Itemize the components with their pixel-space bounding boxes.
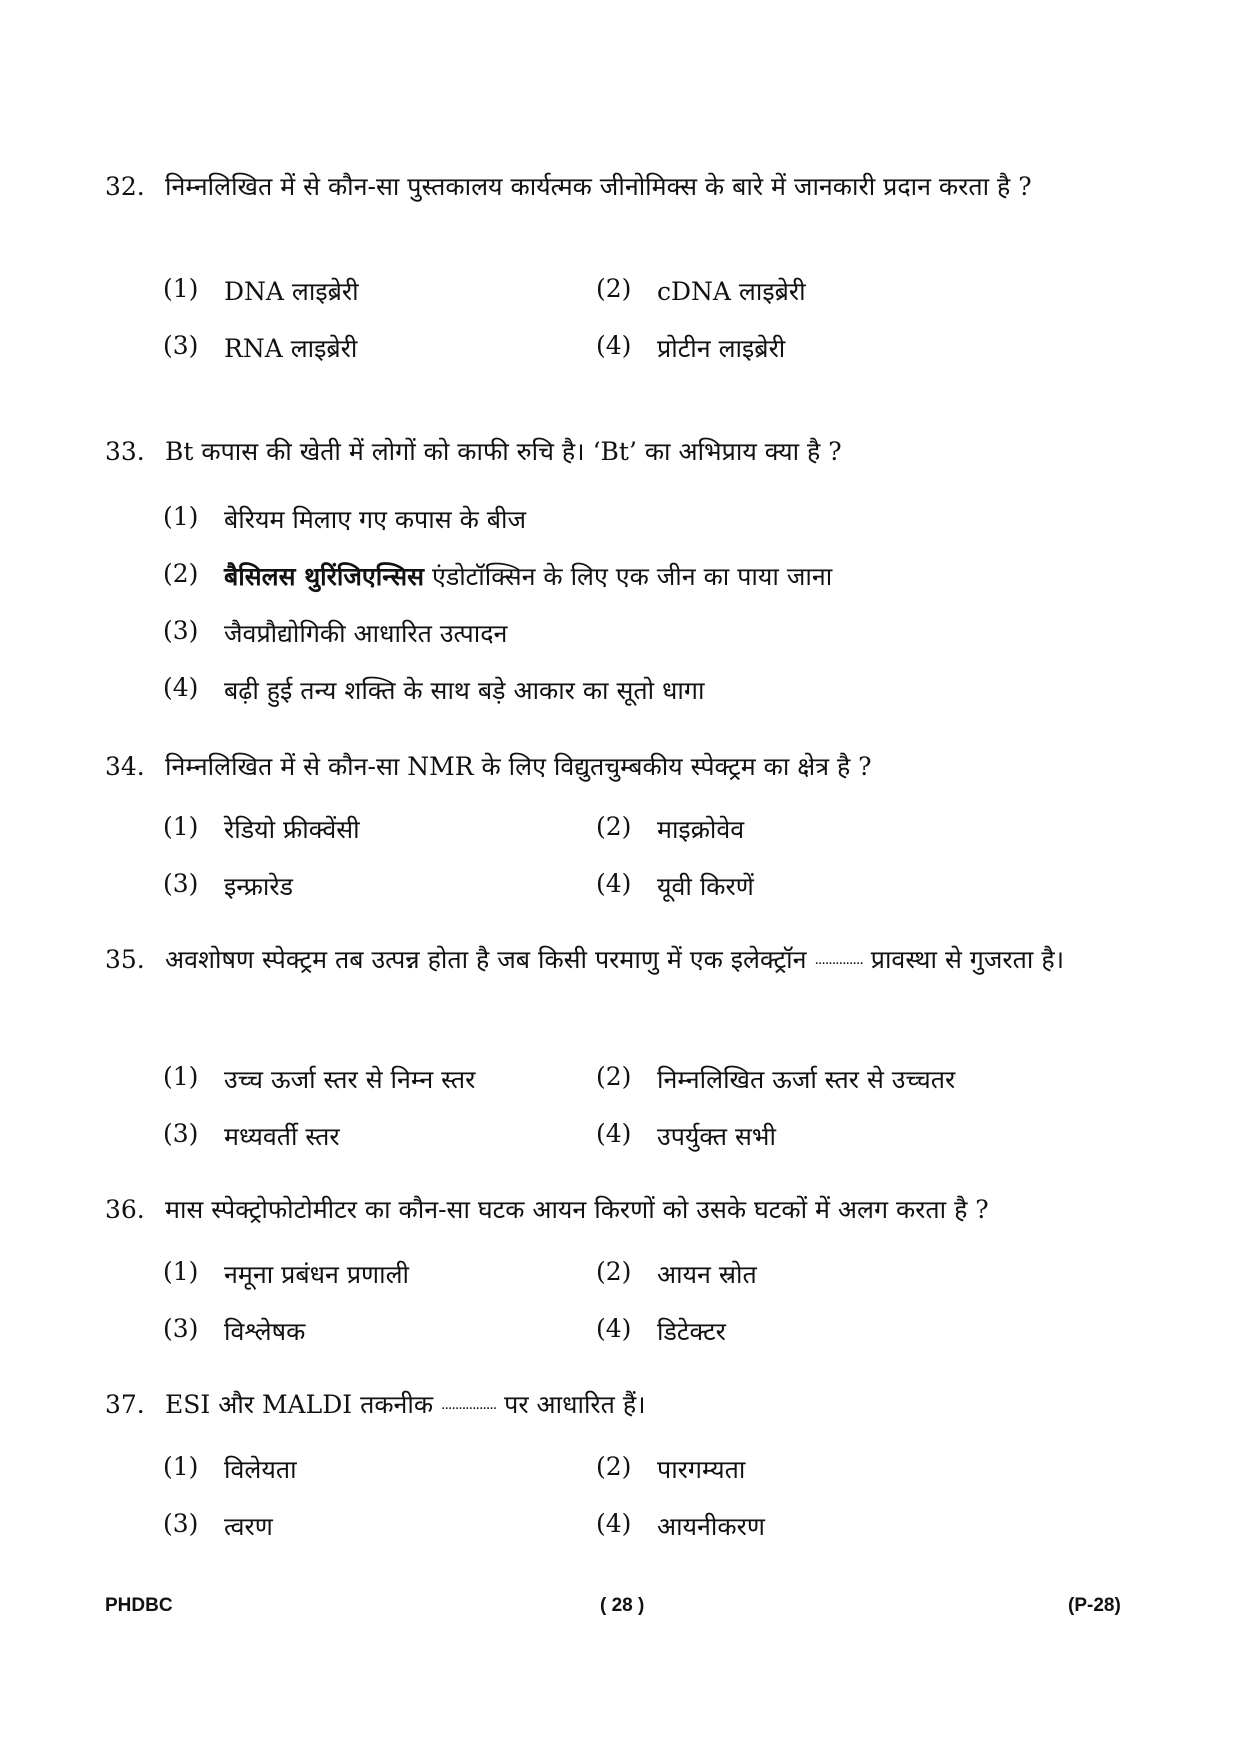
option-number: (2) <box>596 811 632 841</box>
option-number: (3) <box>163 1508 199 1538</box>
option-number: (3) <box>163 1118 199 1148</box>
option-number: (3) <box>163 868 199 898</box>
option <box>596 1062 1029 1096</box>
option <box>163 1314 596 1348</box>
question-text: Bt कपास की खेती में लोगों को काफी रुचि है। ‘Bt’ का अभिप्राय क्या है ? <box>165 437 842 466</box>
option-text: त्वरण <box>224 1511 273 1541</box>
option <box>596 331 1029 365</box>
option <box>596 1509 1029 1543</box>
question-number: 35. <box>105 945 145 974</box>
option-text: निम्नलिखित ऊर्जा स्तर से उच्चतर <box>657 1064 956 1094</box>
question-35 <box>105 933 1145 987</box>
option <box>163 869 596 903</box>
option <box>596 1314 1029 1348</box>
option-number: (1) <box>163 273 199 303</box>
question-text-part: ESI और MALDI तकनीक <box>165 1390 442 1419</box>
question-number: 36. <box>105 1195 145 1224</box>
option <box>163 812 596 846</box>
option <box>596 869 1029 903</box>
question-number: 37. <box>105 1390 145 1419</box>
question-number: 32. <box>105 172 145 201</box>
option <box>596 274 1029 308</box>
option-number: (4) <box>596 1508 632 1538</box>
option-text: cDNA लाइब्रेरी <box>657 276 806 306</box>
option-text: डिटेक्टर <box>657 1316 726 1346</box>
option <box>163 673 1023 707</box>
option <box>163 1509 596 1543</box>
option-number: (2) <box>596 1061 632 1091</box>
question-32 <box>105 160 1145 213</box>
option-text: इन्फ्रारेड <box>224 871 294 901</box>
option-number: (4) <box>596 330 632 360</box>
page-number: ( 28 ) <box>600 1595 645 1616</box>
blank: ................ <box>441 1397 497 1413</box>
option <box>163 616 1023 650</box>
option <box>163 1452 596 1486</box>
option-number: (2) <box>596 1451 632 1481</box>
question-text: निम्नलिखित में से कौन-सा NMR के लिए विद्युतचुम्बकीय स्पेक्ट्रम का क्षेत्र है ? <box>165 752 872 781</box>
option <box>596 1452 1029 1486</box>
option <box>163 502 1023 536</box>
option-text: उच्च ऊर्जा स्तर से निम्न स्तर <box>224 1064 476 1094</box>
option-number: (2) <box>596 273 632 303</box>
paper-code: PHDBC <box>105 1595 173 1616</box>
options-32 <box>163 262 1083 376</box>
options-36 <box>163 1245 1083 1359</box>
option <box>596 1257 1029 1291</box>
option-number: (3) <box>163 330 199 360</box>
question-text-part: पर आधारित हैं। <box>496 1390 646 1419</box>
option <box>163 331 596 365</box>
option-text: नमूना प्रबंधन प्रणाली <box>224 1259 410 1289</box>
option-number: (1) <box>163 1061 199 1091</box>
option-number: (2) <box>163 558 199 588</box>
option <box>163 274 596 308</box>
options-35 <box>163 1050 1083 1164</box>
option-text: उपर्युक्त सभी <box>657 1121 776 1151</box>
option-text: रेडियो फ्रीक्वेंसी <box>224 814 360 844</box>
option-number: (4) <box>163 672 199 702</box>
option-text: बेरियम मिलाए गए कपास के बीज <box>224 504 527 534</box>
option-text: मध्यवर्ती स्तर <box>224 1121 340 1151</box>
option <box>163 1062 596 1096</box>
option-number: (1) <box>163 811 199 841</box>
page-ref: (P-28) <box>1068 1595 1121 1616</box>
option-text: बढ़ी हुई तन्य शक्ति के साथ बड़े आकार का सूतो धागा <box>224 675 705 705</box>
option-text: यूवी किरणें <box>657 871 754 901</box>
option-number: (3) <box>163 1313 199 1343</box>
option-text: विश्लेषक <box>224 1316 306 1346</box>
option-text: RNA लाइब्रेरी <box>224 333 358 363</box>
option-text: आयनीकरण <box>657 1511 765 1541</box>
option-text: विलेयता <box>224 1454 297 1484</box>
options-37 <box>163 1440 1083 1554</box>
question-text <box>165 1378 1145 1432</box>
page-footer <box>0 1595 1241 1625</box>
question-text: मास स्पेक्ट्रोफोटोमीटर का कौन-सा घटक आयन किरणों को उसके घटकों में अलग करता है ? <box>165 1195 989 1224</box>
option-number: (3) <box>163 615 199 645</box>
options-34 <box>163 800 1083 914</box>
question-text <box>165 933 1145 987</box>
option-number: (1) <box>163 1451 199 1481</box>
scientific-name: बैसिलस थुरिंजिएन्सिस <box>224 561 425 591</box>
option-text: प्रोटीन लाइब्रेरी <box>657 333 786 363</box>
question-text: निम्नलिखित में से कौन-सा पुस्तकालय कार्यत्मक जीनोमिक्स के बारे में जानकारी प्रदान करता है ? <box>165 172 1032 201</box>
question-number: 33. <box>105 437 145 466</box>
option-text: एंडोटॉक्सिन के लिए एक जीन का पाया जाना <box>424 561 833 591</box>
option-text: पारगम्यता <box>657 1454 746 1484</box>
question-37 <box>105 1378 1145 1432</box>
option-text: DNA लाइब्रेरी <box>224 276 359 306</box>
option <box>163 1119 596 1153</box>
option-number: (4) <box>596 1118 632 1148</box>
option-number: (1) <box>163 501 199 531</box>
option-text: जैवप्रौद्योगिकी आधारित उत्पादन <box>224 618 508 648</box>
option-number: (1) <box>163 1256 199 1286</box>
option <box>163 559 1023 593</box>
option-text: माइक्रोवेव <box>657 814 745 844</box>
options-33 <box>163 490 1083 718</box>
question-36 <box>105 1183 1145 1236</box>
option <box>596 812 1029 846</box>
option-number: (4) <box>596 868 632 898</box>
question-text-part: अवशोषण स्पेक्ट्रम तब उत्पन्न होता है जब किसी परमाणु में एक इलेक्ट्रॉन <box>165 945 815 974</box>
question-33 <box>105 425 1145 478</box>
question-text-part: प्रावस्था से गुजरता है। <box>862 945 1065 974</box>
question-number: 34. <box>105 752 145 781</box>
question-34 <box>105 740 1145 793</box>
option <box>163 1257 596 1291</box>
option-number: (2) <box>596 1256 632 1286</box>
option-text: आयन स्रोत <box>657 1259 757 1289</box>
option-number: (4) <box>596 1313 632 1343</box>
blank: .............. <box>814 952 863 968</box>
option <box>596 1119 1029 1153</box>
